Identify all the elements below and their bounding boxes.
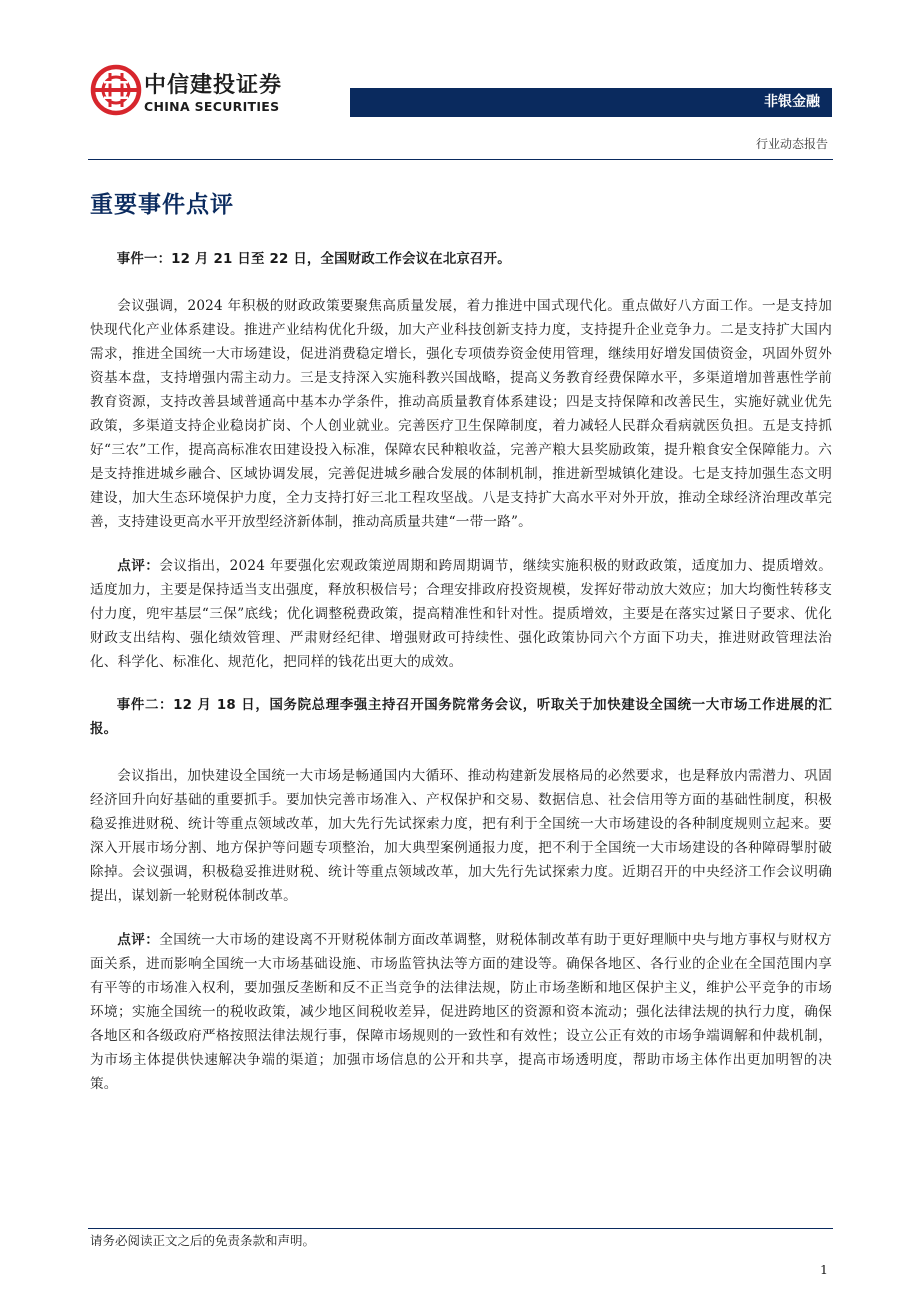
event-2-body: 会议指出，加快建设全国统一大市场是畅通国内大循环、推动构建新发展格局的必然要求，也是释放内需潜力、巩固经济回升向好基础的重要抓手。要加快完善市场准入、产权保护和交易、数据信息、社会信用等方面的基础性制度，积极稳妥推进财税、统计等重点领域改革，加大先行先试探索力度，把有利于全国统一大市场建设的各种制度规则立起来。要深入开展市场分割、地方保护等问题专项整治，加大典型案例通报力度，把不利于全国统一大市场建设的各种障碍掣肘破除掉。会议强调，积极稳妥推进财税、统计等重点领域改革，加大先行先试探索力度。近期召开的中央经济工作会议明确提出，谋划新一轮财税体制改革。: [90, 768, 832, 904]
event-2-comment: [90, 928, 832, 1096]
comment-label: 点评：: [117, 932, 160, 948]
sector-banner: [350, 88, 832, 117]
page-number: 1: [820, 1262, 828, 1277]
disclaimer-text: 请务必阅读正文之后的免责条款和声明。: [90, 1233, 316, 1248]
report-body: [90, 248, 832, 1096]
china-securities-logo-icon: [90, 64, 142, 116]
event-1-comment: [90, 554, 832, 674]
logo-chinese-name: 中信建投证券: [144, 73, 283, 98]
comment-label: 点评：: [117, 558, 160, 574]
report-type-label: 行业动态报告: [755, 137, 828, 151]
footer-divider: [88, 1228, 833, 1229]
section-title: 重要事件点评: [90, 192, 234, 218]
comment-text: 会议指出，2024 年要强化宏观政策逆周期和跨周期调节，继续实施积极的财政政策，适度加力、提质增效。适度加力，主要是保持适当支出强度，释放积极信号；合理安排政府投资规模，发挥好带动放大效应；加大均衡性转移支付力度，兜牢基层“三保”底线；优化调整税费政策，提高精准性和针对性。提质增效，主要是在落实过紧日子要求、优化财政支出结构、强化绩效管理、严肃财经纪律、增强财政可持续性、强化政策协同六个方面下功夫，推进财政管理法治化、科学化、标准化、规范化，把同样的钱花出更大的成效。: [90, 558, 832, 670]
event-1-body: 会议强调，2024 年积极的财政政策要聚焦高质量发展，着力推进中国式现代化。重点做好八方面工作。一是支持加快现代化产业体系建设。推进产业结构优化升级，加大产业科技创新支持力度，支持提升企业竞争力。二是支持扩大国内需求，推进全国统一大市场建设，促进消费稳定增长，强化专项债券资金使用管理，继续用好增发国债资金，巩固外贸外资基本盘，支持增强内需主动力。三是支持深入实施科教兴国战略，提高义务教育经费保障水平，多渠道增加普惠性学前教育资源，支持改善县域普通高中基本办学条件，推动高质量教育体系建设；四是支持保障和改善民生，实施好就业优先政策，多渠道支持企业稳岗扩岗、个人创业就业。完善医疗卫生保障制度，着力减轻人民群众看病就医负担。五是支持抓好“三农”工作，提高高标准农田建设投入标准，保障农民种粮收益，完善产粮大县奖励政策，提升粮食安全保障能力。六是支持推进城乡融合、区域协调发展，完善促进城乡融合发展的体制机制，推进新型城镇化建设。七是支持加强生态文明建设，加大生态环境保护力度，全力支持打好三北工程攻坚战。八是支持扩大高水平对外开放，推动全球经济治理改革完善，支持建设更高水平开放型经济新体制，推动高质量共建“一带一路”。: [90, 298, 832, 530]
event-2-title: 事件二：12 月 18 日，国务院总理李强主持召开国务院常务会议，听取关于加快建设全国统一大市场工作进展的汇报。: [90, 698, 832, 737]
logo-english-name: CHINA SECURITIES: [144, 99, 280, 114]
sector-label: 非银金融: [764, 94, 820, 110]
comment-text: 全国统一大市场的建设离不开财税体制方面改革调整，财税体制改革有助于更好理顺中央与地方事权与财权方面关系，进而影响全国统一大市场基础设施、市场监管执法等方面的建设等。确保各地区、各行业的企业在全国范围内享有平等的市场准入权利，要加强反垄断和反不正当竞争的法律法规，防止市场垄断和地区保护主义，维护公平竞争的市场环境；实施全国统一的税收政策，减少地区间税收差异，促进跨地区的资源和资本流动；强化法律法规的执行力度，确保各地区和各级政府严格按照法律法规行事，保障市场规则的一致性和有效性；设立公正有效的市场争端调解和仲裁机制，为市场主体提供快速解决争端的渠道；加强市场信息的公开和共享，提高市场透明度，帮助市场主体作出更加明智的决策。: [90, 932, 832, 1092]
header-divider: [88, 159, 833, 160]
event-1-title: 事件一：12 月 21 日至 22 日，全国财政工作会议在北京召开。: [116, 252, 511, 267]
